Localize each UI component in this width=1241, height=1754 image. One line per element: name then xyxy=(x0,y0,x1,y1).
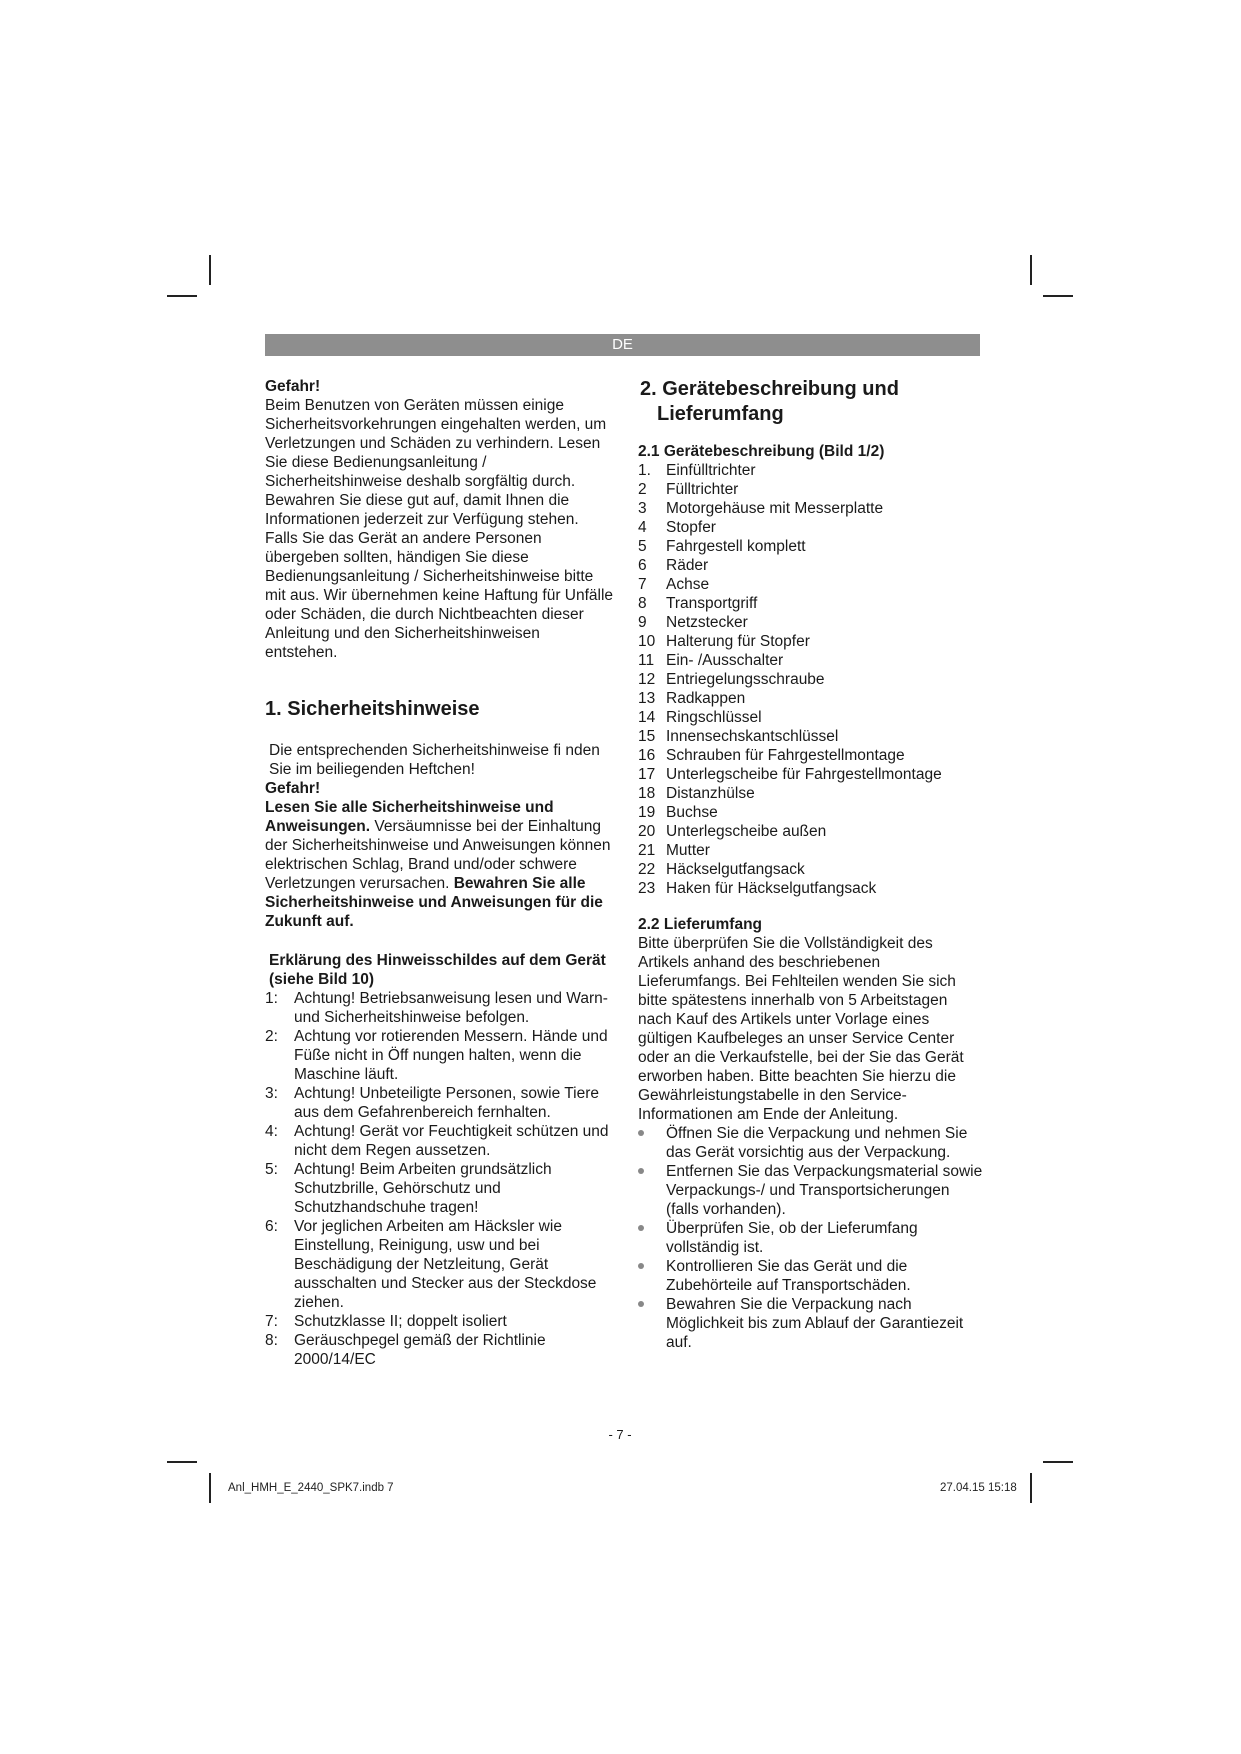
delivery-paragraph: Bitte überprüfen Sie die Vollständigkeit des Artikels anhand des beschriebenen Lieferumfangs. Bei Fehlteilen wenden Sie sich bitte spätestens innerhalb von 5 Arbeitstagen nach Kauf des Artikels unter Vorlage eines gültigen Kaufbeleges an unser Service Center oder an die Verkaufstelle, bei der Sie das Gerät erworben haben. Bitte beachten Sie hierzu die Gewährleistungstabelle in den Service-Informationen am Ende der Anleitung. xyxy=(638,935,964,1123)
bullet-icon xyxy=(638,1263,644,1269)
list-item: Öffnen Sie die Verpackung und nehmen Sie das Gerät vorsichtig aus der Verpackung. xyxy=(638,1124,983,1162)
list-item: Bewahren Sie die Verpackung nach Möglichkeit bis zum Ablauf der Garantiezeit auf. xyxy=(638,1295,983,1352)
list-item: Überprüfen Sie, ob der Lieferumfang vollständig ist. xyxy=(638,1219,983,1257)
page-number: - 7 - xyxy=(608,1427,632,1442)
list-item: 8 Transportgriff xyxy=(638,595,758,612)
bullet-icon xyxy=(638,1225,644,1231)
danger-paragraph: Beim Benutzen von Geräten müssen einige Sicherheitsvorkehrungen eingehalten werden, um Verletzungen und Schäden zu verhindern. Lesen Sie diese Bedienungsanleitung / Sicherheitshinweise deshalb sorgfältig durch. Bewahren Sie diese gut auf, damit Ihnen die Informationen jederzeit zur Verfügung stehen. Falls Sie das Gerät an andere Personen übergeben sollten, händigen Sie diese Bedienungsanleitung / Sicherheitshinweise bitte mit aus. Wir übernehmen keine Haftung für Unfälle oder Schäden, die durch Nichtbeachten dieser Anleitung und den Sicherheitshinweisen entstehen. xyxy=(265,397,614,661)
warning-paragraph xyxy=(265,798,615,931)
bullet-icon xyxy=(638,1301,644,1307)
section-2-title-line-1: 2. Gerätebeschreibung und xyxy=(640,378,899,400)
left-column xyxy=(265,377,615,1369)
danger-heading: Gefahr! xyxy=(265,378,321,395)
subsection-2-2-title: 2.2 Lieferumfang xyxy=(638,916,763,933)
crop-mark-bottom-left-h xyxy=(167,1461,197,1463)
list-item: 22 Häckselgutfangsack xyxy=(638,861,805,878)
section-2-title-line-2: Lieferumfang xyxy=(657,403,784,425)
list-item: 12 Entriegelungsschraube xyxy=(638,671,825,688)
list-item: 21 Mutter xyxy=(638,842,710,859)
crop-mark-top-left-h xyxy=(167,295,197,297)
list-item: 15 Innensechskantschlüssel xyxy=(638,728,839,745)
subsection-2-1-title: 2.1 Gerätebeschreibung (Bild 1/2) xyxy=(638,443,885,460)
list-item: 1: Achtung! Betriebsanweisung lesen und Warn- und Sicherheitshinweise befolgen. xyxy=(265,990,608,1026)
list-item: 13 Radkappen xyxy=(638,690,746,707)
crop-mark-top-left-v xyxy=(209,255,211,285)
list-item: 8: Geräuschpegel gemäß der Richtlinie 2000/14/EC xyxy=(265,1332,546,1368)
list-item: 23 Haken für Häckselgutfangsack xyxy=(638,880,877,897)
crop-mark-bottom-right-v xyxy=(1030,1473,1032,1503)
right-column xyxy=(638,377,983,1352)
crop-mark-top-right-v xyxy=(1030,255,1032,285)
warning-bold-2: Bewahren Sie alle Sicherheitshinweise und Anweisungen für die Zukunft auf. xyxy=(265,875,603,930)
list-item: 14 Ringschlüssel xyxy=(638,709,762,726)
list-item: 1. Einfülltrichter xyxy=(638,462,756,479)
list-item: 9 Netzstecker xyxy=(638,614,748,631)
crop-mark-top-right-h xyxy=(1043,295,1073,297)
footer-timestamp: 27.04.15 15:18 xyxy=(940,1482,1017,1494)
list-item: 2: Achtung vor rotierenden Messern. Hände und Füße nicht in Öff nungen halten, wenn die Maschine läuft. xyxy=(265,1028,608,1083)
list-item: Kontrollieren Sie das Gerät und die Zubehörteile auf Transportschäden. xyxy=(638,1257,983,1295)
list-item: 7: Schutzklasse II; doppelt isoliert xyxy=(265,1313,507,1330)
delivery-bullet-list xyxy=(638,1124,983,1352)
crop-mark-bottom-right-h xyxy=(1043,1461,1073,1463)
footer-filename: Anl_HMH_E_2440_SPK7.indb 7 xyxy=(228,1482,394,1494)
list-item: 2 Fülltrichter xyxy=(638,481,739,498)
list-item: 4 Stopfer xyxy=(638,519,716,536)
list-item: 3 Motorgehäuse mit Messerplatte xyxy=(638,500,884,517)
list-item: 10 Halterung für Stopfer xyxy=(638,633,810,650)
list-item: 16 Schrauben für Fahrgestellmontage xyxy=(638,747,905,764)
list-item: 5 Fahrgestell komplett xyxy=(638,538,806,555)
sign-explanation-title: Erklärung des Hinweisschildes auf dem Gerät (siehe Bild 10) xyxy=(269,952,606,988)
language-label: DE xyxy=(612,336,633,353)
list-item: 5: Achtung! Beim Arbeiten grundsätzlich Schutzbrille, Gehörschutz und Schutzhandschuhe tragen! xyxy=(265,1161,552,1216)
list-item: 6: Vor jeglichen Arbeiten am Häcksler wie Einstellung, Reinigung, usw und bei Beschädigung der Netzleitung, Gerät ausschalten und Stecker aus der Steckdose ziehen. xyxy=(265,1218,597,1311)
bullet-icon xyxy=(638,1168,644,1174)
list-item: 19 Buchse xyxy=(638,804,718,821)
list-item: 3: Achtung! Unbeteiligte Personen, sowie Tiere aus dem Gefahrenbereich fernhalten. xyxy=(265,1085,600,1121)
language-header-bar xyxy=(265,334,980,356)
list-item: 18 Distanzhülse xyxy=(638,785,755,802)
crop-mark-bottom-left-v xyxy=(209,1473,211,1503)
list-item: 7 Achse xyxy=(638,576,710,593)
list-item: Entfernen Sie das Verpackungsmaterial sowie Verpackungs-/ und Transportsicherungen (falls vorhanden). xyxy=(638,1162,983,1219)
list-item: 20 Unterlegscheibe außen xyxy=(638,823,827,840)
warning-bold-1: Lesen Sie alle Sicherheitshinweise und Anweisungen. xyxy=(265,799,554,835)
list-item: 17 Unterlegscheibe für Fahrgestellmontage xyxy=(638,766,942,783)
warning-text: Versäumnisse bei der Einhaltung der Sicherheitshinweise und Anweisungen können elektrischen Schlag, Brand und/oder schwere Verletzungen verursachen. xyxy=(265,818,611,892)
list-item: 6 Räder xyxy=(638,557,709,574)
list-item: 4: Achtung! Gerät vor Feuchtigkeit schützen und nicht dem Regen aussetzen. xyxy=(265,1123,609,1159)
sign-explanation-list xyxy=(265,989,615,1369)
bullet-icon xyxy=(638,1130,644,1136)
section-1-title: 1. Sicherheitshinweise xyxy=(265,698,480,720)
parts-list xyxy=(638,461,983,898)
safety-intro: Die entsprechenden Sicherheitshinweise fi nden Sie im beiliegenden Heftchen! xyxy=(269,742,600,778)
danger-heading-2: Gefahr! xyxy=(265,780,321,797)
list-item: 11 Ein- /Ausschalter xyxy=(638,652,784,669)
